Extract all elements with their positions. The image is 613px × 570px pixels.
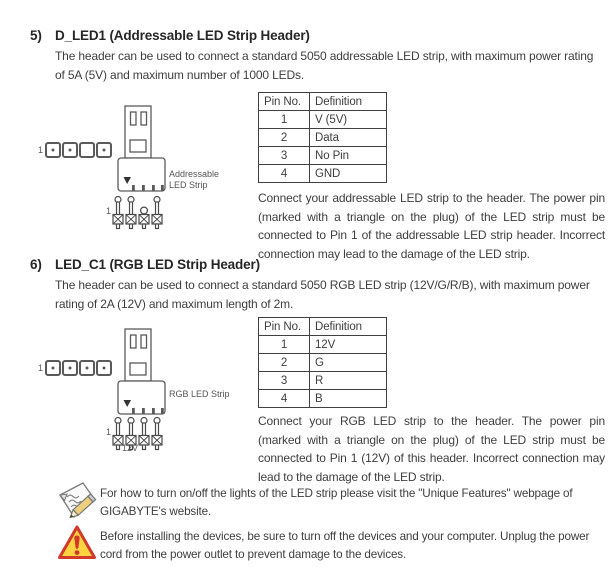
section6-number: 6) — [30, 257, 42, 272]
pin-no-cell: 2 — [259, 354, 310, 372]
pin1-label: 1 — [38, 363, 43, 373]
table-row — [259, 147, 387, 165]
male-header-pin1-label: 1 — [106, 206, 112, 216]
definition-cell: B — [310, 390, 387, 408]
section6-title: LED_C1 (RGB LED Strip Header) — [55, 257, 260, 272]
ledc1-header-schematic — [38, 360, 113, 376]
male-header-pin1-label: 1 — [106, 427, 112, 437]
table-row — [259, 111, 387, 129]
pin-no-cell: 4 — [259, 165, 310, 183]
pin-2-box — [62, 360, 78, 376]
warning-icon — [57, 524, 97, 561]
definition-cell: No Pin — [310, 147, 387, 165]
col-header-definition: Definition — [310, 93, 387, 111]
pin-no-cell: 3 — [259, 372, 310, 390]
table-row — [259, 129, 387, 147]
pin-2-box — [62, 142, 78, 158]
definition-cell: V (5V) — [310, 111, 387, 129]
definition-cell: Data — [310, 129, 387, 147]
definition-cell: 12V — [310, 336, 387, 354]
note-unique-features: For how to turn on/off the lights of the LED strip please visit the "Unique Features" webpage of GIGABYTE's website. — [100, 487, 573, 518]
section5-connect-text: Connect your addressable LED strip to the header. The power pin (marked with a triangle on the plug) of the LED strip must be connected to Pin 1 of the addressable LED strip header. Incorrect connection may lead to the damage of the LED strip. — [258, 191, 605, 261]
pin-no-cell: 3 — [259, 147, 310, 165]
note-pencil-icon — [54, 480, 98, 522]
addressable-led-strip-label: Addressable LED Strip — [169, 169, 220, 190]
section6-description: The header can be used to connect a standard 5050 RGB LED strip (12V/G/R/B), with maximum power rating of 2A (12V) and maximum length of 2m. — [55, 278, 590, 311]
definition-cell: R — [310, 372, 387, 390]
pin-4-box — [96, 142, 112, 158]
pin-1-box — [45, 360, 61, 376]
pin-3-box-nopin — [79, 142, 95, 158]
definition-cell: GND — [310, 165, 387, 183]
pin-3-box — [79, 360, 95, 376]
pin-no-cell: 2 — [259, 129, 310, 147]
definition-cell: G — [310, 354, 387, 372]
rgb-led-strip-label: RGB LED Strip — [169, 389, 230, 399]
pin-4-box — [96, 360, 112, 376]
col-header-pin-no: Pin No. — [259, 93, 310, 111]
12v-label: 12V — [122, 443, 139, 453]
table-row — [259, 354, 387, 372]
ledc1-male-pin-header-diagram — [112, 416, 168, 454]
section5-number: 5) — [30, 28, 42, 43]
dled1-pin-table — [258, 92, 387, 183]
dled1-male-pin-header-diagram — [112, 195, 168, 233]
addressable-led-plug-diagram — [112, 103, 172, 193]
note-warning: Before installing the devices, be sure to turn off the devices and your computer. Unplug the power cord from the power outlet to prevent damage to the devices. — [100, 530, 590, 561]
pin-no-cell: 1 — [259, 336, 310, 354]
table-row — [259, 390, 387, 408]
section6-connect-text: Connect your RGB LED strip to the header. The power pin (marked with a triangle on the plug) of the LED strip must be connected to Pin 1 (12V) of this header. Incorrect connection may lead to the damage of the LED strip. — [258, 414, 605, 484]
table-row — [259, 372, 387, 390]
section5-title: D_LED1 (Addressable LED Strip Header) — [55, 28, 310, 43]
pin-1-box — [45, 142, 61, 158]
pin-no-cell: 4 — [259, 390, 310, 408]
col-header-definition: Definition — [310, 318, 387, 336]
dled1-header-schematic — [38, 142, 113, 158]
ledc1-pin-table — [258, 317, 387, 408]
table-row — [259, 165, 387, 183]
pin-no-cell: 1 — [259, 111, 310, 129]
section5-description: The header can be used to connect a standard 5050 addressable LED strip, with maximum power rating of 5A (5V) and maximum number of 1000 LEDs. — [55, 49, 594, 82]
pin1-label: 1 — [38, 145, 43, 155]
col-header-pin-no: Pin No. — [259, 318, 310, 336]
table-row — [259, 336, 387, 354]
rgb-led-plug-diagram — [112, 326, 172, 416]
